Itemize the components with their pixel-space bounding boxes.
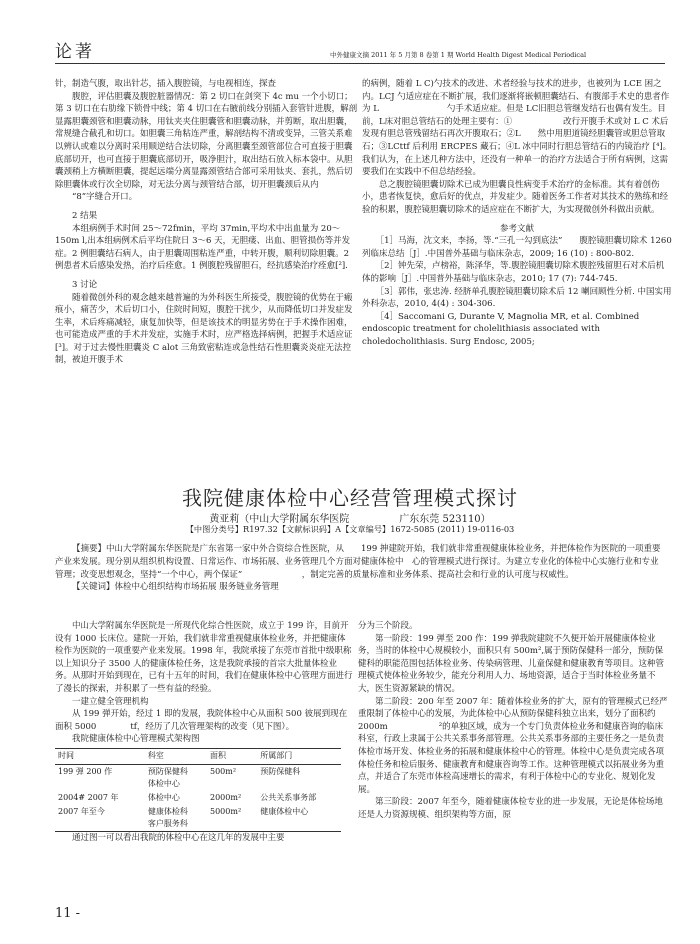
article-authors: 黄亚莉（中山大学附属东华医院 广东东莞 523110） xyxy=(209,514,491,525)
table-cell: 健康体检科 客户服务科 xyxy=(145,805,207,832)
keywords-label: 【关键词】 xyxy=(72,582,115,593)
table-cell: 公共关系事务部 xyxy=(260,792,317,802)
keywords-paragraph xyxy=(55,581,665,594)
paper2-paragraph: 分为三个阶段。 xyxy=(358,621,418,631)
results-heading: 2 结果 xyxy=(72,210,98,221)
citation: [²]. xyxy=(335,261,348,272)
structure-table xyxy=(55,748,341,832)
header-rule xyxy=(55,63,665,64)
table-header-row xyxy=(55,748,341,764)
discussion-paragraph: 随着微创外科的观念越来越普遍的为外科医生所接受，腹腔镜的优势在于瘢痕小，痛苦少，术后切口小，住院时间短，腹腔干扰少，从而降低切口并发症发生率，术后疼痛减轻，康复加快等，但是该技术的明显劣势在于手术操作困难，也可能造成严重的手术并发症，实施手术时，应严格选择病例，把握手术适应证 [³]。对于过去慢性胆囊炎 C alot 三角致密粘连或急性结石性胆囊炎炎症无法控制，被迫开腹手术 xyxy=(55,292,353,366)
results-paragraph xyxy=(55,223,358,273)
table-header-cell: 时间 xyxy=(55,748,145,764)
reference-item: ［1］马海，沈文来，李扬，等.“三孔一勾到底法” 腹腔镜胆囊切除术 1260 列临床总结［J］.中国普外基础与临床杂志，2009; 16 (10) : 800-802. xyxy=(362,236,672,259)
section-label: 论著 xyxy=(55,42,95,62)
paper2-right-column xyxy=(358,620,668,822)
table-cell: 199 弹 200 作 xyxy=(58,766,113,776)
discussion-heading: 3 讨论 xyxy=(72,279,98,290)
table-cell: 健康体检中心 xyxy=(257,805,341,832)
paper2-paragraph: 中山大学附属东华医院是一所现代化综合性医院，成立于 199 许，目前开设有 1000 长床位。建院一开始，我们就非常重视健康体检业务，并把健康体检作为医院的一项重要产业来发展。1998 年，我院承接了东莞市首批中级职称以上知识分子 3500 人的健康体检任务，这是我院承接的首宗大批量体检业务。从那时开始到现在，已有十五年的时间，我们在健康体检中心管理方面进行了漫长的探索，并积累了一些有益的经验。 xyxy=(55,621,353,694)
article-title: 我院健康体检中心经营管理模式探讨 xyxy=(182,486,518,510)
table-cell: 体检中心 xyxy=(147,792,180,802)
table-header-cell: 所属部门 xyxy=(257,748,341,764)
paper1-paragraph: 的病例，随着 L C)勺技术的改进、术者经验与技术的进步，也被列为 LCE 困之内。LCJ 勺适应症在不断扩展，我们逐渐将嵌顿胆囊结石、有腹部手术史的患者作为 L 勺手术适应症。但是 LC旧胆总管继发结石也偶有发生。目前，L床对胆总管结石的处理主要有：① 改行开腹手术或対 L C 术后发现有胆总管残留结石再次开腹取石；②L 然中用胆道镜经胆囊管或胆总管取石；③LCttf 后利用 ERCPES 藏石；④L 冰中同时行胆总管结石的内镜治疗 [⁴]。我们认为，在上述几种方法中，还没有一种单一的治疗方法适合于所有病例，这需要我们在实践中不但总结经验。 xyxy=(362,79,672,178)
abstract-text: 中山大学附属东华医院是广东省第一家中外合资综合性医院，从 199 抻建院开始，我们就非常重视健康体检业务，并把体检作为医院的一项重要产业来发展。现分别从组织机构设置、日常运作、市场拓展、业务管理几个方面对健康体检中 心的管理模式进行探讨。为建立专业化的体检中心实施行业和专业管理；改变思想观念，坚持“一个中心，两个保证” ，制定完善的质量标准和业务体系、提高社会和行业的认可度与权威性。 xyxy=(55,544,661,580)
table-cell: 2000m² xyxy=(210,792,242,802)
paper2-paragraph: 第一阶段：199 弹至 200 作：199 弹我院建院不久便开始开展健康体检业务，当时的体检中心规模较小，面积只有 500m²,属于预防保健科一部分，预防保健科的职能范围包括体检业务、传染病管理、儿童保健和健康教育等项目。这种管理模式使体检业务较少，能充分利用人力、场地资源，适合于当时体检业务量不大，医生资源紧缺的情况。 xyxy=(358,633,665,694)
paper2-paragraph: 第二阶段：200 年至 2007 年：随着体检业务的扩大，原有的管理模式已经严重限制了体检中心的发展，为此体检中心从预防保健科独立出来，划分了面积约 2000m ²的单独区域，成为一个专门负责体检业务和健康咨询的临床科室，行政上隶属于公共关系事务部管理。公共关系事务部的主要任务之一是负责体检市场开发、体检业务的拓展和健康体检中心的管理。体检中心是负责完成各项体检任务和检后服务、健康教育和健康咨询等工作。这种管理模式以拓展业务为重点，并适合了东莞市体检高速增长的需求，有利于体检中心的专业化、规划化发展。 xyxy=(358,696,668,795)
paper1-paragraph: “8”字缝合开口。 xyxy=(72,192,138,203)
paper2-paragraph: 通过图一可以看出我院的体检中心在这几年的发展中主要 xyxy=(72,832,285,843)
paper1-right-column xyxy=(362,78,672,348)
paper1-paragraph: 总之腹腔镜胆囊切除术已成为胆囊良性病变手术治疗的金标准。其有着创伤小，患者恢复快，愈后好的优点，并发症少。随着医务工作者对其技术的熟练和经验的积累，腹腔镜胆囊切除术的适应症在不断扩大，为实现微创外科做出贡献。 xyxy=(362,179,669,215)
results-text: 本组病例手术时间 25〜72fmin，平均 37min,平均术中出血量为 20〜150m l,出本组病例术后平均住院日 3〜6 天，无胆瘘、出血、胆管损伤等并发症。2 例胆囊结石病人，由于胆囊周围粘连严重，中转开腹，顺利切除胆囊。2 例患者术后感染发热，治疗后痊愈。1 例腹腔残留胆石，经抗感染治疗痊愈 xyxy=(55,223,351,272)
page-number: 11 - xyxy=(55,906,81,921)
table-cell: 2007 年至今 xyxy=(55,805,145,832)
references-heading: 参考文献 xyxy=(499,223,534,234)
table-cell: 5000m² xyxy=(207,805,257,832)
abstract-paragraph xyxy=(55,543,665,581)
classification-line: 【中图分类号】R197.32【文献标识码】A【文章编号】1672-5085 (2011) 19-0116-03 xyxy=(185,524,515,534)
section-heading: 一建立健全管理机构 xyxy=(72,696,149,707)
table-row xyxy=(55,791,341,805)
table-cell: 预防保健科 xyxy=(260,766,301,776)
journal-header: 中外健康文摘 2011 年 5 月第 8 卷第 1 期 World Health Digest Medical Periodical xyxy=(330,51,587,59)
paper2-left-column xyxy=(55,620,353,844)
reference-item: ［3］郭伟，张忠涛. 经脐单孔腹腔镜胆囊切除术后 12 喇回顾性分析. 中国实用外科杂志，2010, 4(4) : 304-306. xyxy=(362,286,672,310)
table-caption: 我院健康体检中心管理模式架构图 xyxy=(72,734,200,745)
table-header-cell: 面积 xyxy=(207,748,257,764)
paper2-paragraph: 从 199 弹开始，经过 1 即的发展，我院体检中心从面积 500 彼展到现在面积 5000 tf，经历了几次管理架构的改变（见下图）。 xyxy=(55,709,348,732)
abstract-block xyxy=(55,543,665,594)
paper1-paragraph: 腹腔，评估胆囊及腹腔脏器情况：第 2 切口在剑突下 4c mu 一个小切口；第 3 切口在右肋缘下锁骨中线；第 4 切口在右腋前线分别插入套管针进腹，解剖显露胆囊颈管和胆囊动脉，用钛夹夹住胆囊管和胆囊动脉，并剪断，取出胆囊，常规缝合截孔和切口。如胆囊三角粘连严重，解剖结构不清或变异，三管关系难以辨认或难以分离时采用顺逆结合法切除，分离胆囊至颈管部位合可直接于胆囊底部切开，也可直接于胆囊底部切开，吸净胆汁，取出结石放入标本袋中。从胆囊颈稍上方横断胆囊，提起远端分离显露颈管结合部可采用钛夹、套扎，然后切除胆囊体或行次全切除，对无法分离与颈管结合部，切开胆囊颈后从内 xyxy=(55,91,358,190)
table-cell: 500m² xyxy=(210,766,237,776)
table-header-cell: 科室 xyxy=(145,748,207,764)
reference-item: ［4］Saccomani G, Durante V, Magnolia MR, et al. Combined endoscopic treatment for cholelithiasis associated with choledocholithiasis. Surg Endosc, 2005; xyxy=(362,311,640,347)
abstract-label: 【摘要】 xyxy=(72,544,107,554)
keywords-text: 体检中心组织结构市场拓展 服务链业务管理 xyxy=(114,582,279,593)
table-cell: 2004# 2007 年 xyxy=(58,792,119,802)
reference-item: ［2］钟先荣，卢榜裕，陈泽华，等.腹腔镜胆囊切除术腹腔残留胆石对术后机体的影响［J］.中国普外基础与临床杂志，2010; 17 (7): 744-745. xyxy=(362,261,665,284)
paper2-paragraph: 第三阶段：2007 年至今，随着健康体检专业的进一步发展，无论是体检场地还是人力资源规模、组织架构等方面，原 xyxy=(358,797,663,820)
table-row xyxy=(55,764,341,791)
table-row xyxy=(55,805,341,832)
paper1-left-column xyxy=(55,78,358,367)
paper1-paragraph: 针，制造气腹，取出针芯，插入腹腔镜，与电视相连，探查 xyxy=(55,79,277,89)
table-cell: 预防保健科 体检中心 xyxy=(147,766,188,788)
